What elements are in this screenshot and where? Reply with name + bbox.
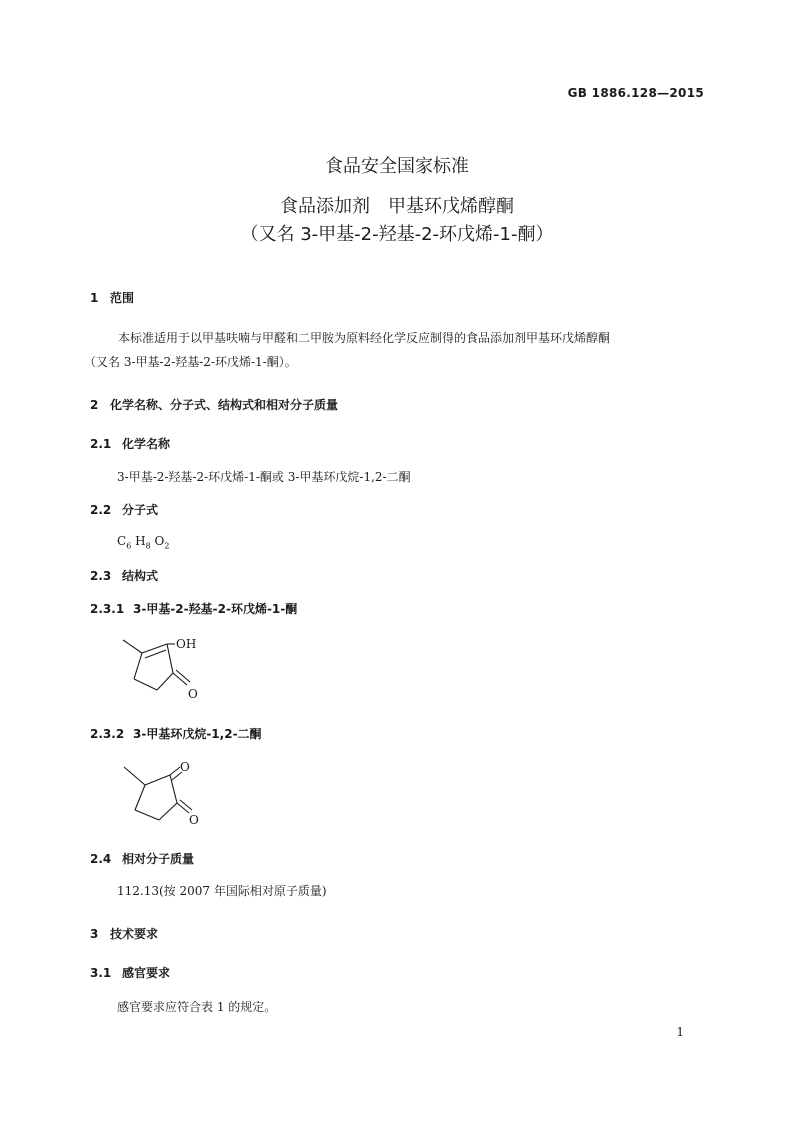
section-2-2-heading [90,501,158,518]
section-title: 感官要求 [122,966,171,980]
sensory-requirement-text: 感官要求应符合表 1 的规定。 [117,1000,277,1014]
product-alias: （又名 3-甲基-2-羟基-2-环戊烯-1-酮） [240,224,554,245]
structure-1-diagram [115,630,215,705]
section-title: 3-甲基环戊烷-1,2-二酮 [133,727,262,741]
molecular-formula [117,534,169,550]
formula-element: C [117,534,127,548]
standard-number: GB 1886.128—2015 [567,86,704,100]
product-title: 食品添加剂 甲基环戊烯醇酮 [280,196,514,217]
formula-subscript: 6 [126,541,132,551]
page-number: 1 [676,1025,684,1039]
section-2-4-heading [90,850,194,867]
section-number: 2.1 [90,437,112,451]
chemical-name-text: 3-甲基-2-羟基-2-环戊烯-1-酮或 3-甲基环戊烷-1,2-二酮 [117,470,411,484]
molecular-weight-text: 112.13(按 2007 年国际相对原子质量) [117,884,327,898]
section-number: 2.2 [90,503,112,517]
scope-line-2: （又名 3-甲基-2-羟基-2-环戊烯-1-酮）。 [84,355,297,369]
carbonyl-top-label: O [180,760,190,774]
section-number: 2.3.1 [90,602,125,616]
section-2-3-1-heading [90,600,297,617]
carbonyl-bottom-label: O [189,813,199,827]
section-title: 相对分子质量 [122,852,195,866]
section-number: 1 [90,291,99,305]
section-title: 化学名称、分子式、结构式和相对分子质量 [110,398,339,412]
formula-subscript: 8 [145,541,151,551]
section-3-heading [90,925,158,942]
section-2-heading [90,396,338,413]
section-number: 2.3.2 [90,727,125,741]
formula-element: O [154,534,165,548]
formula-element: H [135,534,146,548]
section-title: 范围 [110,291,135,305]
scope-paragraph [84,326,704,374]
section-number: 3 [90,927,99,941]
structure-2-diagram [115,755,215,830]
section-number: 2 [90,398,99,412]
section-number: 2.4 [90,852,112,866]
carbonyl-label: O [188,687,198,701]
hydroxyl-label: OH [176,637,197,651]
section-title: 技术要求 [110,927,159,941]
main-title: 食品安全国家标准 [325,156,469,177]
section-3-1-heading [90,964,170,981]
section-2-3-2-heading [90,725,262,742]
section-2-3-heading [90,567,158,584]
section-title: 化学名称 [122,437,171,451]
section-1-heading [90,289,134,306]
section-title: 3-甲基-2-羟基-2-环戊烯-1-酮 [133,602,298,616]
formula-subscript: 2 [164,541,170,551]
section-title: 分子式 [122,503,159,517]
section-title: 结构式 [122,569,159,583]
section-number: 3.1 [90,966,112,980]
section-number: 2.3 [90,569,112,583]
section-2-1-heading [90,435,170,452]
scope-line-1: 本标准适用于以甲基呋喃与甲醛和二甲胺为原料经化学反应制得的食品添加剂甲基环戊烯醇酮 [118,331,611,345]
